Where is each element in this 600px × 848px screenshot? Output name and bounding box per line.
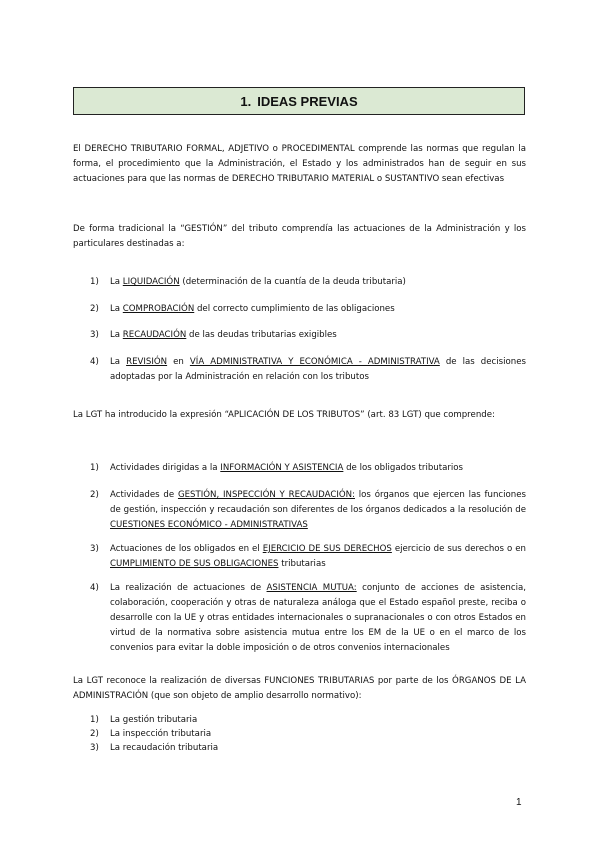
list-number: 3): [90, 330, 99, 340]
list-number: 2): [90, 490, 99, 500]
list-text: Actividades dirigidas a la INFORMACIÓN Y ASISTENCIA de los obligados tributarios: [110, 463, 464, 473]
list-text: La inspección tributaria: [110, 729, 212, 739]
funciones-intro-paragraph: La LGT reconoce la realización de diversas FUNCIONES TRIBUTARIAS por parte de los ÓRGANOS DE LA ADMINISTRACIÓN (que son objeto de amplio desarrollo normativo):: [73, 676, 526, 701]
list-number: 3): [90, 544, 99, 554]
list-number: 4): [90, 583, 99, 593]
title-text: IDEAS PREVIAS: [257, 93, 358, 109]
list-text: La gestión tributaria: [110, 715, 198, 725]
list-number: 2): [90, 304, 99, 314]
list-text: Actuaciones de los obligados en el EJERCICIO DE SUS DERECHOS ejercicio de sus derechos o en CUMPLIMIENTO DE SUS OBLIGACIONES tributarias: [110, 544, 526, 569]
page-title: [73, 87, 525, 115]
list-text: La REVISIÓN en VÍA ADMINISTRATIVA Y ECONÓMICA - ADMINISTRATIVA de las decisiones adoptadas por la Administración en relación con los tributos: [110, 357, 526, 382]
list-text: La LIQUIDACIÓN (determinación de la cuantía de la deuda tributaria): [110, 277, 406, 287]
list-text: La recaudación tributaria: [110, 743, 219, 753]
intro-paragraph: El DERECHO TRIBUTARIO FORMAL, ADJETIVO o PROCEDIMENTAL comprende las normas que regulan la forma, el procedimiento que la Administración, el Estado y los administrados han de seguir en sus actuaciones para que las normas de DERECHO TRIBUTARIO MATERIAL o SUSTANTIVO sean efectivas: [73, 144, 526, 184]
list-number: 4): [90, 357, 99, 367]
gestion-intro-paragraph: De forma tradicional la “GESTIÓN” del tributo comprendía las actuaciones de la Administración y los particulares destinadas a:: [73, 224, 526, 249]
list-text: La RECAUDACIÓN de las deudas tributarias exigibles: [110, 330, 337, 340]
list-number: 1): [90, 277, 99, 287]
list-text: Actividades de GESTIÓN, INSPECCIÓN Y RECAUDACIÓN: los órganos que ejercen las funciones de gestión, inspección y recaudación son diferentes de los órganos dedicados a la resolución de CUESTIONES ECONÓMICO - ADMINISTRATIVAS: [110, 490, 526, 530]
list-number: 1): [90, 463, 99, 473]
list-text: La COMPROBACIÓN del correcto cumplimiento de las obligaciones: [110, 304, 395, 314]
page-number: 1: [516, 797, 522, 808]
title-number: 1.: [240, 93, 252, 109]
list-text: La realización de actuaciones de ASISTENCIA MUTUA: conjunto de acciones de asistencia, colaboración, cooperación y otras de naturaleza análoga que el Estado español preste, reciba o desarrolle con la UE y otras entidades internacionales o supranacionales o con otros Estados en virtud de la normativa sobre asistencia mutua entre los EM de la UE o en el marco de los convenios para evitar la doble imposición o de otros convenios internacionales: [110, 583, 526, 653]
lgt-intro-paragraph: La LGT ha introducido la expresión “APLICACIÓN DE LOS TRIBUTOS” (art. 83 LGT) que comprende:: [73, 410, 495, 420]
list-number: 1): [90, 715, 99, 725]
list-number: 2): [90, 729, 99, 739]
list-number: 3): [90, 743, 99, 753]
